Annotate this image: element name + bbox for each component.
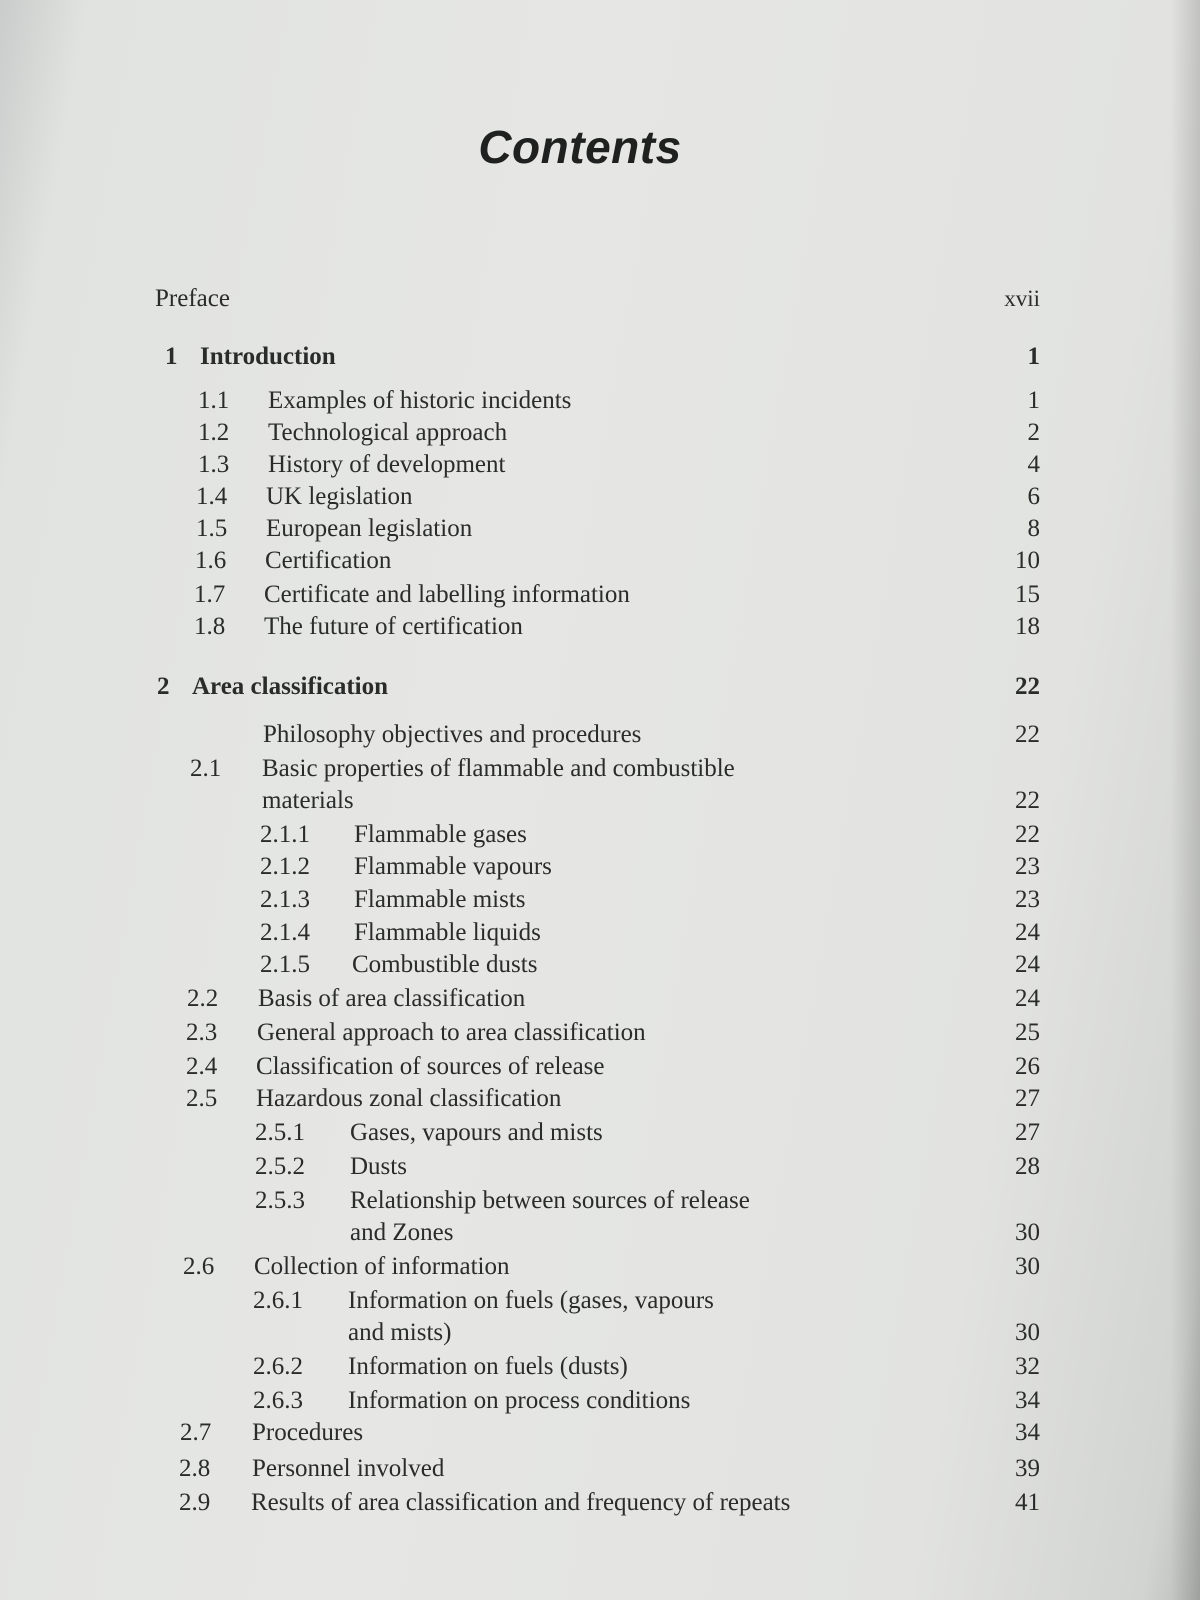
toc-subentry: [0, 818, 1200, 852]
subsection-number: 2.5.1: [255, 1119, 305, 1146]
subsection-number: 2.6.1: [253, 1287, 303, 1314]
chapter-title: Area classification: [192, 673, 389, 700]
section-page: 2: [1027, 419, 1040, 446]
subsection-page: 22: [1015, 821, 1040, 848]
toc-entry-preface: [0, 282, 1200, 316]
toc-entry: [0, 718, 1200, 752]
section-number: 2.5: [186, 1085, 218, 1112]
subsection-title: Information on fuels (gases, vapours: [348, 1287, 714, 1314]
chapter-page: 1: [1027, 343, 1040, 370]
toc-entry: [0, 1486, 1200, 1520]
section-title: Certification: [265, 547, 392, 574]
subsection-page: 34: [1015, 1387, 1040, 1414]
subsection-number: 2.1.5: [260, 951, 310, 978]
section-title: Basic properties of flammable and combustible: [262, 755, 735, 782]
chapter-number: 2: [157, 673, 170, 700]
toc-entry: [0, 1016, 1200, 1050]
section-number: 1.1: [198, 387, 230, 414]
section-title: Basis of area classification: [258, 985, 526, 1012]
subsection-page: 23: [1015, 886, 1040, 913]
toc-entry: [0, 1050, 1200, 1084]
section-page: 18: [1015, 613, 1040, 640]
section-title: Philosophy objectives and procedures: [263, 721, 642, 748]
subsection-title: Dusts: [350, 1153, 407, 1180]
section-title: Hazardous zonal classification: [256, 1085, 562, 1112]
toc-entry-page: xvii: [1004, 286, 1040, 311]
chapter-title: Introduction: [200, 343, 336, 370]
toc-subentry: [0, 1284, 1200, 1318]
subsection-title: Gases, vapours and mists: [350, 1119, 603, 1146]
toc-entry: [0, 752, 1200, 786]
section-title-continued: materials: [262, 787, 354, 814]
subsection-number: 2.6.2: [253, 1353, 303, 1380]
section-title: European legislation: [266, 515, 473, 542]
section-title: Collection of information: [254, 1253, 510, 1280]
subsection-number: 2.5.2: [255, 1153, 305, 1180]
section-page: 25: [1015, 1019, 1040, 1046]
subsection-number: 2.1.1: [260, 821, 310, 848]
toc-entry-continued: [0, 784, 1200, 818]
section-number: 2.4: [186, 1053, 218, 1080]
section-title: Procedures: [252, 1419, 364, 1446]
section-page: 26: [1015, 1053, 1040, 1080]
section-title: General approach to area classification: [257, 1019, 646, 1046]
toc-entry: [0, 610, 1200, 644]
subsection-title: Information on process conditions: [348, 1387, 691, 1414]
chapter-number: 1: [165, 343, 178, 370]
section-number: 1.5: [196, 515, 228, 542]
section-page: 27: [1015, 1085, 1040, 1112]
section-number: 1.7: [194, 581, 226, 608]
toc-entry: [0, 544, 1200, 578]
section-number: 2.9: [179, 1489, 211, 1516]
toc-subentry: [0, 1384, 1200, 1418]
subsection-number: 2.1.2: [260, 853, 310, 880]
section-title: Examples of historic incidents: [268, 387, 572, 414]
chapter-page: 22: [1015, 673, 1040, 700]
toc-subentry: [0, 948, 1200, 982]
subsection-page: 32: [1015, 1353, 1040, 1380]
toc-entry: [0, 1250, 1200, 1284]
toc-entry: [0, 512, 1200, 546]
subsection-number: 2.1.3: [260, 886, 310, 913]
toc-entry: [0, 1452, 1200, 1486]
section-page: 34: [1015, 1419, 1040, 1446]
toc-subentry: [0, 1184, 1200, 1218]
section-number: 2.7: [180, 1419, 212, 1446]
subsection-title: Flammable mists: [354, 886, 526, 913]
section-title: Certificate and labelling information: [264, 581, 630, 608]
subsection-title: Flammable liquids: [354, 919, 541, 946]
toc-entry: [0, 578, 1200, 612]
toc-entry: [0, 480, 1200, 514]
section-title: Technological approach: [268, 419, 508, 446]
toc-subentry-continued: [0, 1316, 1200, 1350]
section-title: The future of certification: [264, 613, 523, 640]
subsection-title: Combustible dusts: [352, 951, 538, 978]
subsection-title: Flammable gases: [354, 821, 527, 848]
subsection-number: 2.5.3: [255, 1187, 305, 1214]
section-page: 15: [1015, 581, 1040, 608]
section-number: 1.2: [198, 419, 230, 446]
toc-subentry: [0, 850, 1200, 884]
section-page: 4: [1027, 451, 1040, 478]
subsection-title-continued: and mists): [348, 1319, 452, 1346]
toc-chapter-2: [0, 670, 1200, 704]
subsection-number: 2.1.4: [260, 919, 310, 946]
section-page: 22: [1015, 721, 1040, 748]
toc-chapter-1: [0, 340, 1200, 374]
section-page: 22: [1015, 787, 1040, 814]
section-page: 30: [1015, 1253, 1040, 1280]
section-page: 24: [1015, 985, 1040, 1012]
subsection-title: Relationship between sources of release: [350, 1187, 750, 1214]
toc-subentry-continued: [0, 1216, 1200, 1250]
toc-entry: [0, 1416, 1200, 1450]
toc-subentry: [0, 1350, 1200, 1384]
subsection-title: Flammable vapours: [354, 853, 552, 880]
toc-subentry: [0, 1116, 1200, 1150]
section-page: 10: [1015, 547, 1040, 574]
toc-subentry: [0, 1150, 1200, 1184]
toc-entry: [0, 416, 1200, 450]
subsection-title: Information on fuels (dusts): [348, 1353, 628, 1380]
section-title: Classification of sources of release: [256, 1053, 605, 1080]
section-number: 1.8: [194, 613, 226, 640]
section-page: 39: [1015, 1455, 1040, 1482]
section-title: History of development: [268, 451, 506, 478]
subsection-page: 27: [1015, 1119, 1040, 1146]
toc-subentry: [0, 916, 1200, 950]
subsection-title-continued: and Zones: [350, 1219, 454, 1246]
section-page: 1: [1027, 387, 1040, 414]
subsection-page: 30: [1015, 1319, 1040, 1346]
subsection-page: 28: [1015, 1153, 1040, 1180]
toc-entry: [0, 1082, 1200, 1116]
section-number: 2.8: [179, 1455, 211, 1482]
toc-entry: [0, 384, 1200, 418]
section-number: 1.6: [195, 547, 227, 574]
subsection-number: 2.6.3: [253, 1387, 303, 1414]
subsection-page: 24: [1015, 919, 1040, 946]
section-page: 6: [1027, 483, 1040, 510]
toc-subentry: [0, 883, 1200, 917]
section-number: 2.2: [187, 985, 219, 1012]
section-number: 2.3: [186, 1019, 218, 1046]
toc-entry-title: Preface: [155, 285, 230, 312]
section-number: 1.3: [198, 451, 230, 478]
section-title: Results of area classification and frequency of repeats: [251, 1489, 791, 1516]
section-title: UK legislation: [266, 483, 413, 510]
section-number: 1.4: [196, 483, 228, 510]
section-page: 8: [1027, 515, 1040, 542]
section-title: Personnel involved: [252, 1455, 445, 1482]
subsection-page: 23: [1015, 853, 1040, 880]
section-number: 2.6: [183, 1253, 215, 1280]
section-number: 2.1: [190, 755, 222, 782]
toc-entry: [0, 982, 1200, 1016]
subsection-page: 30: [1015, 1219, 1040, 1246]
toc-entry: [0, 448, 1200, 482]
page-title: Contents: [478, 121, 682, 173]
section-page: 41: [1015, 1489, 1040, 1516]
subsection-page: 24: [1015, 951, 1040, 978]
